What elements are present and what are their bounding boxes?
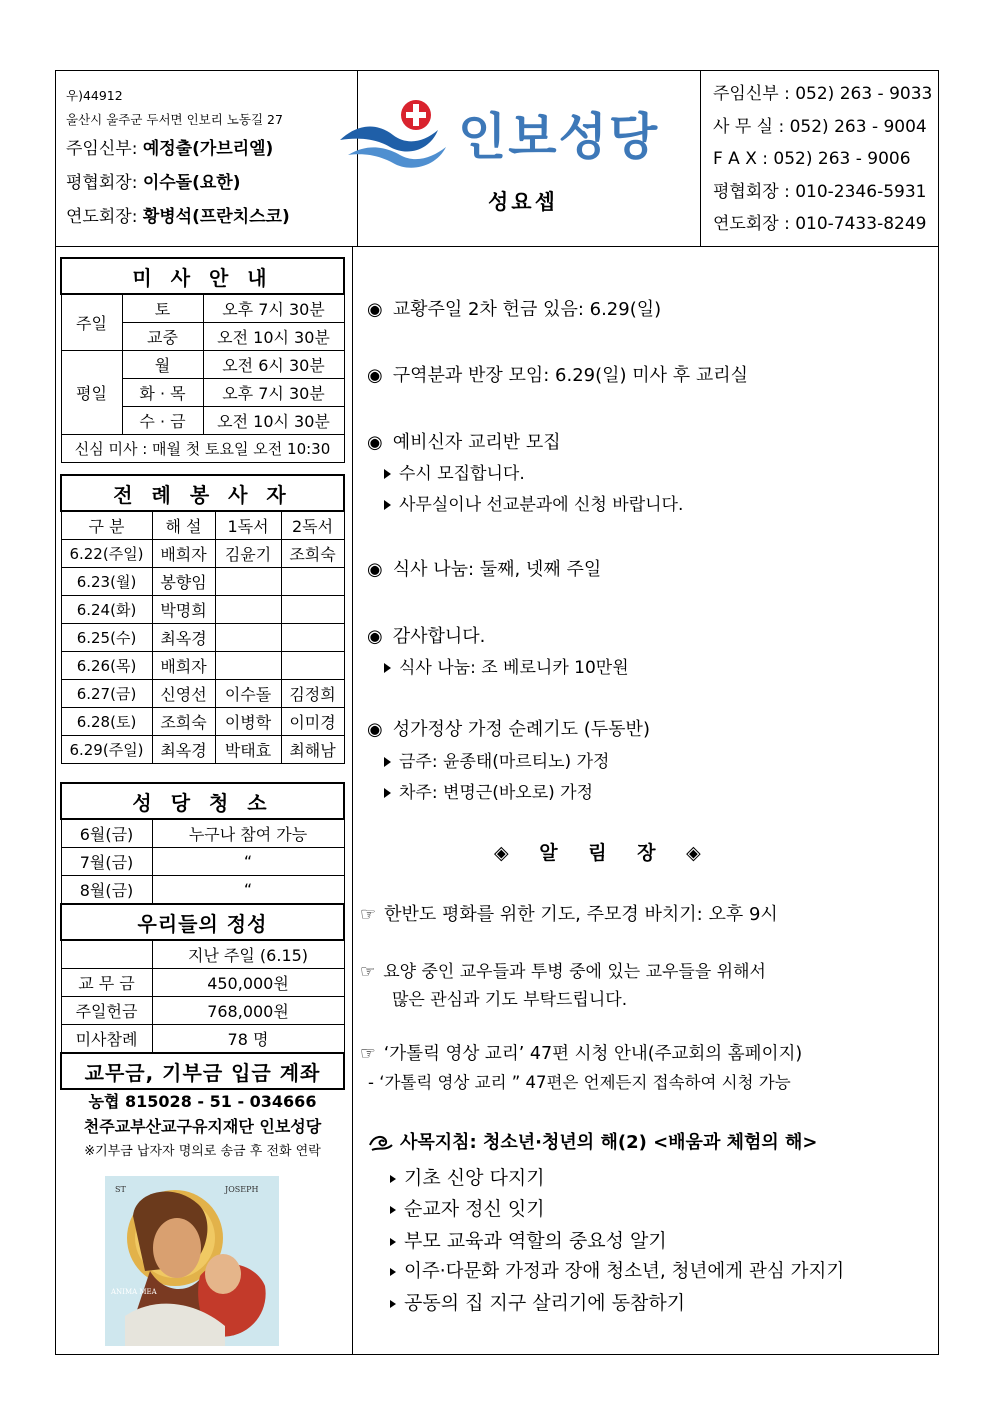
offering-value: 78 명 [152,1025,344,1053]
sub-text: 금주: 윤종태(마르티노) 가정 [399,752,610,772]
table-row [61,624,344,652]
announcement-text: 성가정상 가정 순례기도 (두동반) [392,719,650,740]
cleaning-month: 7월(금) [61,848,152,876]
list-item [390,1163,545,1190]
server-cell: 최옥경 [152,736,215,764]
announcement-sub [384,747,609,772]
announcement-6 [367,715,650,741]
triangle-bullet-icon [384,469,391,479]
notice-text: 요양 중인 교우들과 투병 중에 있는 교우들을 위해서 [383,962,766,982]
list-item [390,1194,545,1221]
server-date: 6.26(목) [61,652,152,680]
account-number: 농협 815028 - 51 - 034666 [88,1092,317,1111]
triangle-bullet-icon [390,1268,396,1276]
special-mass: 신심 미사 : 매월 첫 토요일 오전 10:30 [61,435,344,463]
triangle-bullet-icon [384,788,391,798]
server-cell: 조희숙 [152,708,215,736]
header-divider [55,246,939,247]
triangle-bullet-icon [390,1238,396,1246]
triangle-bullet-icon [390,1175,396,1183]
table-row [61,540,344,568]
notice-3 [360,1040,802,1065]
server-cell [215,568,281,596]
offering-title: 우리들의 정성 [61,904,344,940]
bullseye-icon: ◉ [367,719,383,740]
mass-time: 오후 7시 30분 [203,294,344,323]
mass-title: 미 사 안 내 [61,258,344,294]
table-row [61,997,344,1025]
icon-text-joseph: JOSEPH [225,1185,259,1194]
triangle-bullet-icon [384,757,391,767]
postal-code: 우)44912 [66,88,123,103]
priest-name: 예정출(가브리엘) [142,139,274,159]
offering-value: 450,000원 [152,969,344,997]
server-cell [215,624,281,652]
announcement-5 [367,622,485,648]
triangle-bullet-icon [384,663,391,673]
server-cell: 박명희 [152,596,215,624]
mass-day: 수 · 금 [122,407,203,435]
server-cell: 김윤기 [215,540,281,568]
servers-title: 전 례 봉 사 자 [61,475,344,511]
announcement-4 [367,555,601,581]
table-row [61,969,344,997]
icon-text-anima: ANIMA MEA [111,1288,157,1296]
account-holder: 천주교부산교구유지재단 인보성당 [83,1117,322,1136]
server-cell: 배희자 [152,540,215,568]
servers-header: 해 설 [152,511,215,540]
list-item [390,1288,685,1315]
pastoral-item: 공동의 집 지구 살리기에 동참하기 [404,1292,686,1314]
cleaning-note: 누구나 참여 가능 [152,819,344,848]
server-cell: 최해남 [281,736,344,764]
header-info [66,84,356,234]
header-divider-right [700,70,701,246]
church-logo [338,95,678,175]
contact-fax: F A X : 052) 263 - 9006 [713,149,911,169]
list-item [390,1257,844,1283]
account-title: 교무금, 기부금 입금 계좌 [61,1053,344,1089]
sub-text: 사무실이나 선교분과에 신청 바랍니다. [399,495,684,515]
server-cell: 이미경 [281,708,344,736]
triangle-bullet-icon [390,1300,396,1308]
table-row [61,680,344,708]
cleaning-title: 성 당 청 소 [61,783,344,819]
server-date: 6.28(토) [61,708,152,736]
offering-label: 주일헌금 [61,997,152,1025]
mass-day: 월 [122,351,203,379]
cleaning-month: 8월(금) [61,876,152,904]
mass-time: 오전 10시 30분 [203,407,344,435]
legion-row: 연도회장: 황병석(프란치스코) [66,207,290,227]
announcement-3 [367,428,561,454]
council-name: 이수돌(요한) [142,173,241,193]
announcement-2 [367,361,748,387]
pastoral-item: 부모 교육과 역할의 중요성 알기 [404,1230,667,1252]
cleaning-table [60,782,345,904]
contact-legion: 연도회장 : 010-7433-8249 [713,214,927,234]
announcement-sub [384,490,683,515]
server-date: 6.27(금) [61,680,152,708]
server-date: 6.24(화) [61,596,152,624]
cleaning-note: “ [152,876,344,904]
pastoral-item: 순교자 정신 잇기 [404,1198,545,1220]
body-divider [352,246,353,1355]
sub-text: 식사 나눔: 조 베로니카 10만원 [399,658,629,678]
announcement-text: 식사 나눔: 둘째, 넷째 주일 [392,559,602,580]
server-cell: 김정희 [281,680,344,708]
offering-label: 교 무 금 [61,969,152,997]
notice-3-cont: - ‘가톨릭 영상 교리 ” 47편은 언제든지 접속하여 시청 가능 [368,1073,791,1092]
announcement-text: 구역분과 반장 모임: 6.29(일) 미사 후 교리실 [392,365,749,386]
contact-council: 평협회장 : 010-2346-5931 [713,181,927,202]
document-title: 성요셉 [488,190,558,214]
server-cell [215,652,281,680]
swirl-icon [368,1133,394,1153]
table-row [61,708,344,736]
server-cell: 신영선 [152,680,215,708]
address: 울산시 울주군 두서면 인보리 노동길 27 [66,112,283,127]
announcement-text: 감사합니다. [392,626,486,647]
pointing-hand-icon: ☞ [360,1044,376,1064]
announcement-sub [384,653,629,678]
st-joseph-icon-image [105,1176,279,1346]
servers-header: 1독서 [215,511,281,540]
server-cell: 이병학 [215,708,281,736]
notice-2 [360,957,766,982]
announcement-sub [384,778,593,803]
server-cell: 조희숙 [281,540,344,568]
mass-day: 화 · 목 [122,379,203,407]
announcement-text: 교황주일 2차 헌금 있음: 6.29(일) [392,299,662,320]
table-row [61,848,344,876]
servers-header: 구 분 [61,511,152,540]
bullseye-icon: ◉ [367,299,383,320]
legion-name: 황병석(프란치스코) [142,207,290,227]
bullseye-icon: ◉ [367,626,383,647]
servers-header: 2독서 [281,511,344,540]
triangle-bullet-icon [390,1206,396,1214]
server-cell: 배희자 [152,652,215,680]
mass-time: 오전 10시 30분 [203,323,344,351]
server-cell: 봉향임 [152,568,215,596]
mass-time: 오후 7시 30분 [203,379,344,407]
council-row: 평협회장: 이수돌(요한) [66,173,241,193]
pastoral-guideline [368,1128,818,1154]
mass-schedule-table [60,257,345,463]
contact-priest: 주임신부 : 052) 263 - 9033 [713,84,933,104]
account-table [60,1052,345,1090]
logo-emblem-icon [338,95,458,175]
announcement-1 [367,295,661,321]
account-info [60,1089,345,1164]
notice-board-title: ◈ 알 림 장 ◈ [494,842,713,864]
pastoral-item: 이주·다문화 가정과 장애 청소년, 청년에게 관심 가지기 [404,1261,845,1282]
sunday-label: 주일 [61,294,122,351]
server-cell: 최옥경 [152,624,215,652]
triangle-bullet-icon [384,500,391,510]
server-cell [215,596,281,624]
server-cell [281,596,344,624]
offering-value: 768,000원 [152,997,344,1025]
notice-text: ‘가톨릭 영상 교리’ 47편 시청 안내(주교회의 홈페이지) [383,1044,803,1064]
server-cell [281,624,344,652]
server-date: 6.25(수) [61,624,152,652]
server-cell: 이수돌 [215,680,281,708]
table-row [61,736,344,764]
pastoral-title: 사목지침: 청소년·청년의 해(2) <배움과 체험의 해> [400,1132,818,1153]
pastoral-item: 기초 신앙 다지기 [404,1167,545,1189]
bullseye-icon: ◉ [367,365,383,386]
announcement-sub [384,459,525,484]
mass-day: 교중 [122,323,203,351]
server-cell: 박태효 [215,736,281,764]
server-cell [281,568,344,596]
bullseye-icon: ◉ [367,432,383,453]
server-date: 6.22(주일) [61,540,152,568]
mass-time: 오전 6시 30분 [203,351,344,379]
notice-text: 한반도 평화를 위한 기도, 주모경 바치기: 오후 9시 [384,904,778,925]
table-row [61,819,344,848]
sub-text: 차주: 변명근(바오로) 가정 [399,783,594,803]
offering-table [60,903,345,1053]
cleaning-month: 6월(금) [61,819,152,848]
table-row [61,568,344,596]
sub-text: 수시 모집합니다. [399,464,525,484]
offering-blank [61,940,152,969]
weekday-label: 평일 [61,351,122,435]
icon-text-st: ST [115,1185,126,1194]
server-date: 6.29(주일) [61,736,152,764]
list-item [390,1226,667,1253]
contact-list [713,78,933,241]
contact-office: 사 무 실 : 052) 263 - 9004 [713,116,927,137]
priest-row: 주임신부: 예정출(가브리엘) [66,139,274,159]
bullseye-icon: ◉ [367,559,383,580]
server-date: 6.23(월) [61,568,152,596]
pointing-hand-icon: ☞ [360,904,377,925]
cleaning-note: “ [152,848,344,876]
announcement-text: 예비신자 교리반 모집 [392,432,561,453]
table-row [61,596,344,624]
offering-period: 지난 주일 (6.15) [152,940,344,969]
pointing-hand-icon: ☞ [360,962,376,982]
server-cell [281,652,344,680]
notice-1 [360,900,778,926]
table-row [61,1025,344,1053]
table-row [61,876,344,904]
notice-2-cont: 많은 관심과 기도 부탁드립니다. [392,990,628,1010]
table-row [61,652,344,680]
offering-label: 미사참례 [61,1025,152,1053]
church-name: 인보성당 [458,108,660,166]
liturgy-servers-table [60,474,345,764]
mass-day: 토 [122,294,203,323]
account-note: ※기부금 납자자 명의로 송금 후 전화 연락 [84,1144,321,1159]
